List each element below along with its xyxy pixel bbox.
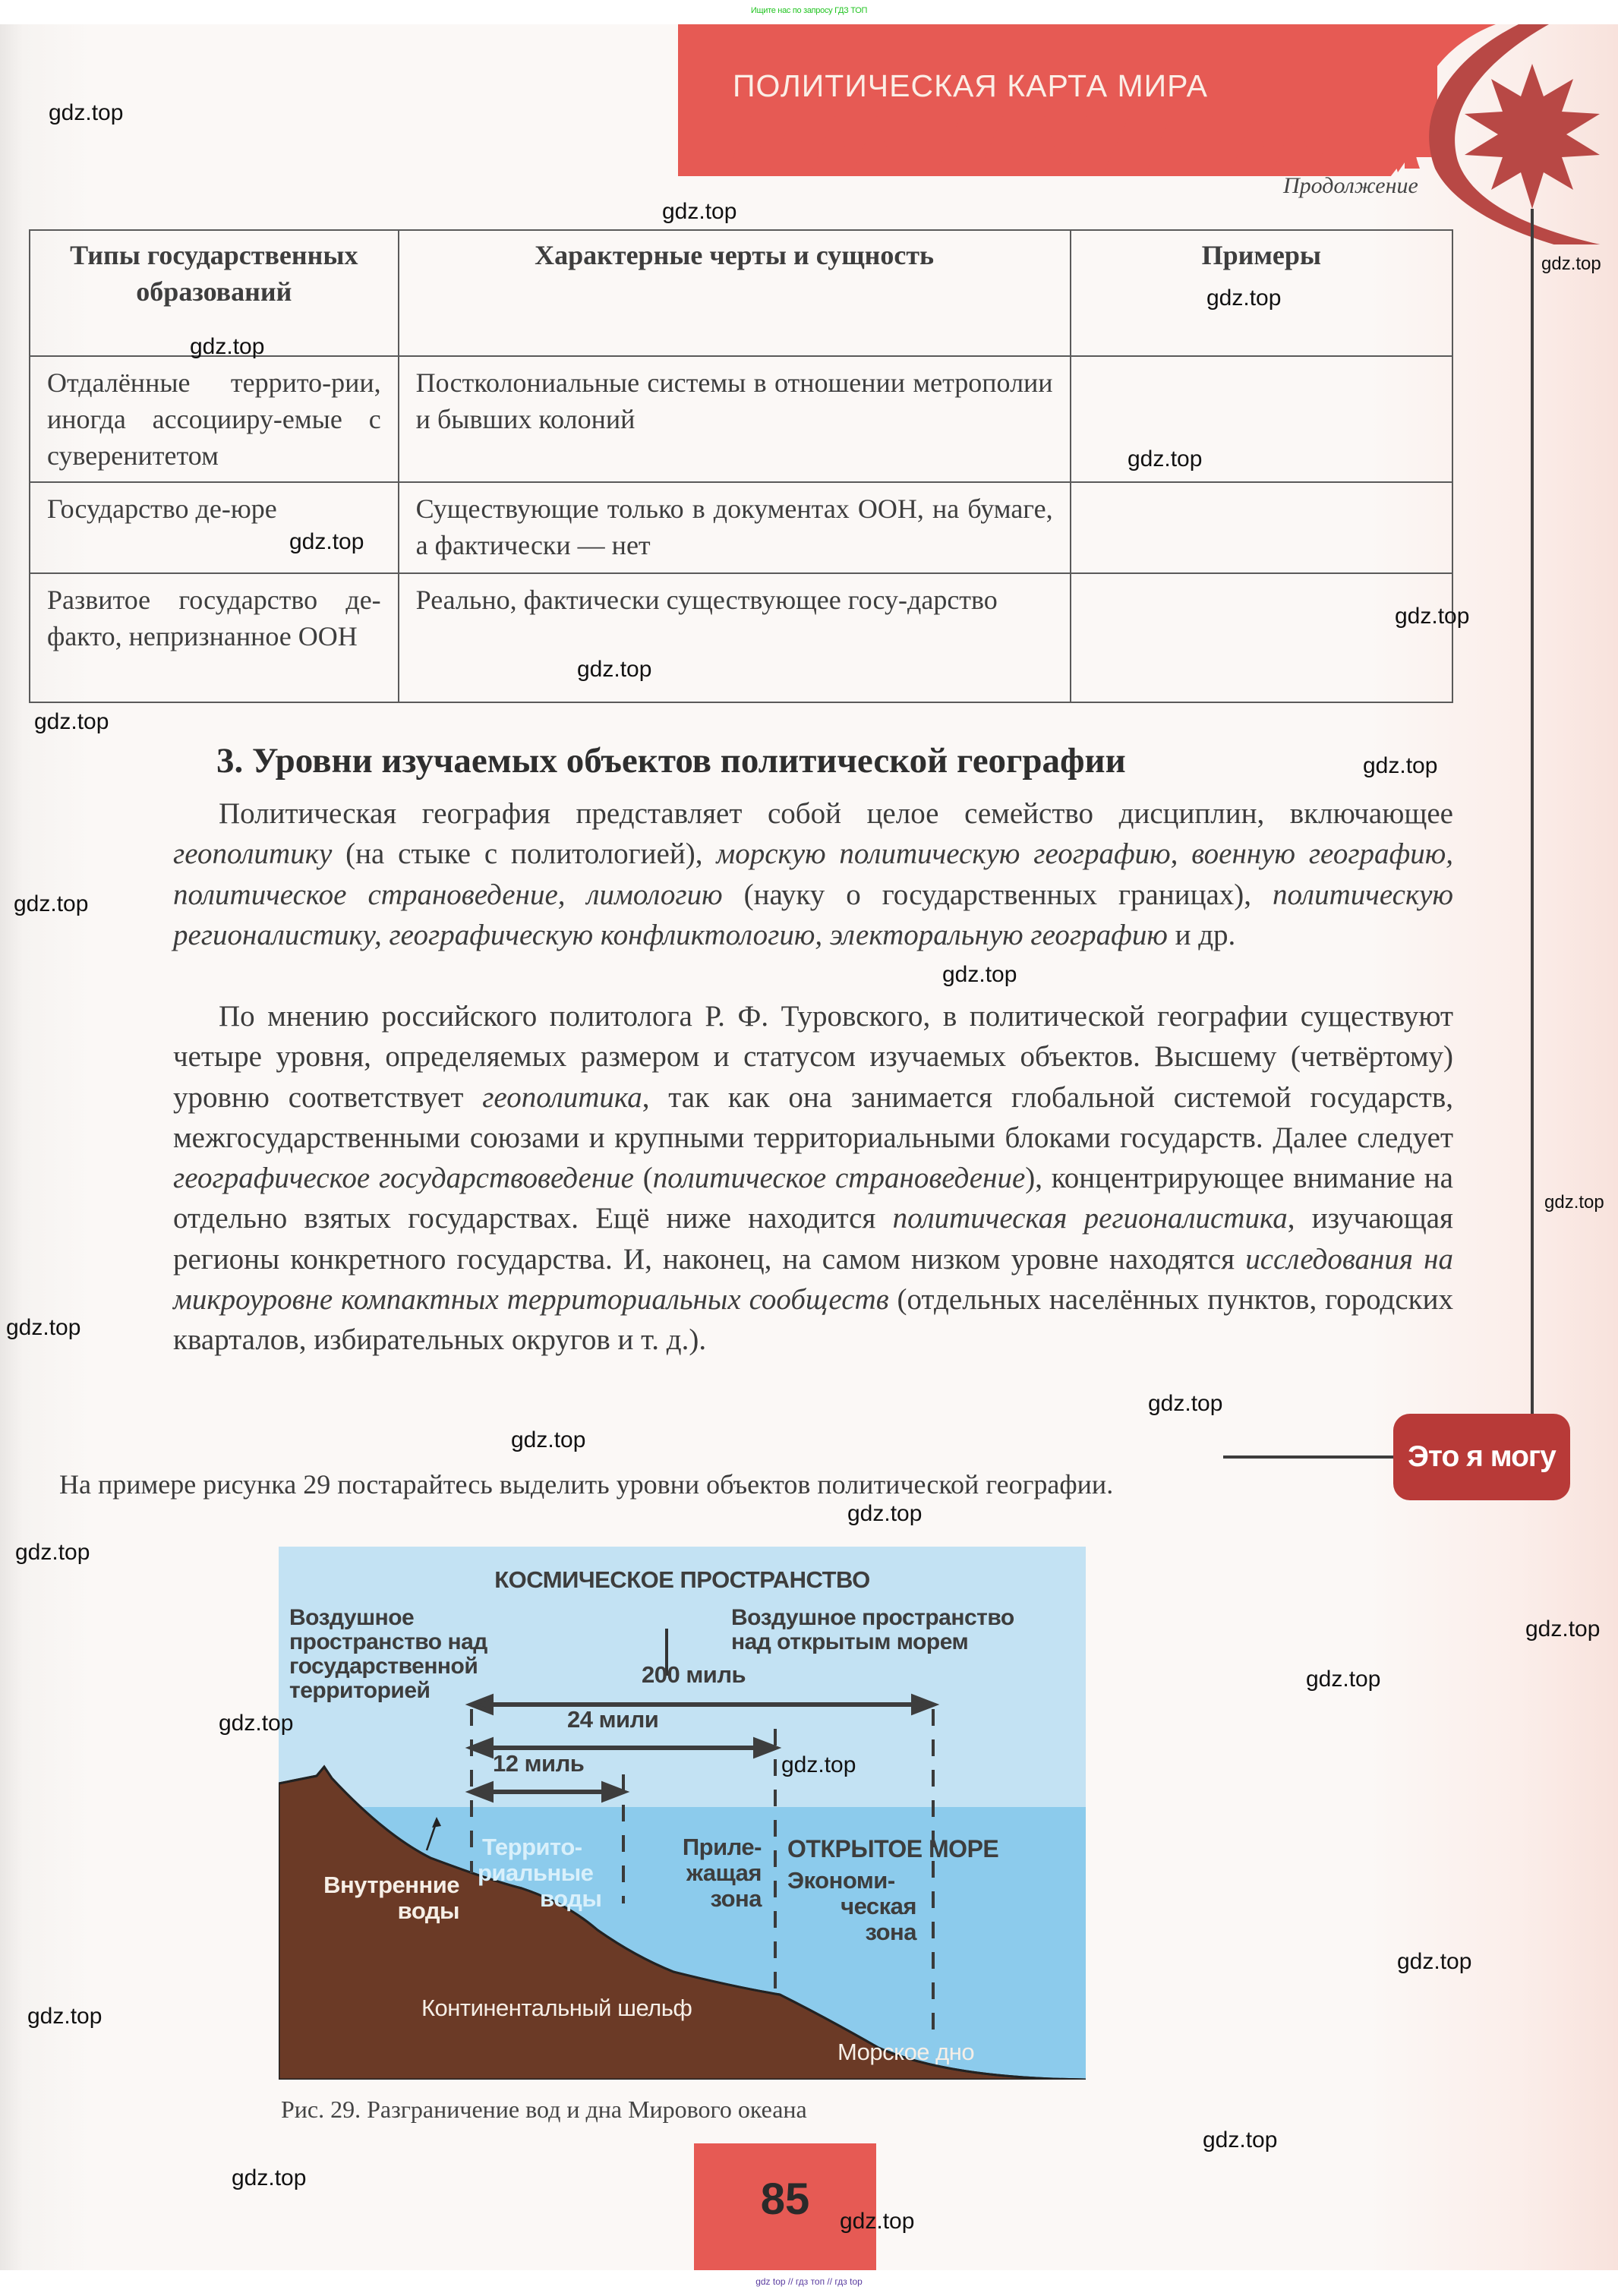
top-banner [0,0,1618,24]
paragraph-levels [173,996,1453,1361]
label-airspace-state-2: пространство над [289,1629,487,1654]
text-run: (отдельных населённых пунктов, городских кварталов, избирательных округов и т. д.). [173,1283,1454,1357]
watermark: gdz.top [14,891,89,916]
label-contiguous-2: жащая [686,1859,762,1886]
text-run: и др. [1167,918,1236,951]
label-24-miles: 24 мили [567,1706,659,1733]
label-outer-space: КОСМИЧЕСКОЕ ПРОСТРАНСТВО [494,1566,870,1593]
paragraph-text [173,793,1453,955]
watermark: gdz.top [34,709,109,734]
cell-type: Государство де-юре [30,482,399,573]
watermark: gdz.top [1525,1616,1601,1642]
watermark: gdz.top [6,1315,81,1340]
task-text: На примере рисунка 29 постарайтесь выделить уровни объектов политической географии. [59,1469,1114,1500]
watermark: gdz.top [1363,753,1438,778]
text-run: ( [633,1162,653,1195]
label-territorial-3: воды [540,1885,602,1912]
chapter-ribbon [678,24,1437,176]
text-run: Политическая география представляет собой целое семейство дисциплин, включающее [219,797,1453,830]
paragraph-disciplines [173,793,1453,955]
watermark: gdz.top [27,2004,103,2029]
italic-term: исследования на микроуровне компактных территориальных сообществ [173,1242,1453,1317]
watermark: gdz.top [781,1752,856,1777]
cell-examples [1071,482,1452,573]
text-run: (на стыке с политологией), [332,837,717,871]
label-12-miles: 12 миль [493,1750,585,1777]
label-contiguous-3: зона [710,1885,762,1912]
table-row [30,482,1452,573]
italic-term: политическую регионалистику, географическую конфликтологию, электоральную географию [173,878,1453,951]
label-internal-waters-1: Внутренние [323,1872,459,1898]
label-200-miles: 200 миль [642,1661,746,1688]
header-types: Типы государственных образований [30,230,399,356]
watermark: gdz.top [1397,1949,1472,1974]
cell-features: Существующие только в документах ООН, на бумаге, а фактически — нет [399,482,1071,573]
cell-features: Реально, фактически существующее госу-дарство [399,573,1071,702]
skill-connector-line [1223,1456,1395,1459]
watermark: gdz.top [190,334,265,359]
watermark: gdz.top [1395,604,1470,629]
label-airspace-state-1: Воздушное [289,1605,415,1630]
star-emblem-icon [1405,24,1618,244]
watermark: gdz.top [1148,1391,1223,1416]
watermark: gdz.top [15,1540,90,1565]
watermark: gdz.top [289,529,364,554]
label-seabed: Морское дно [837,2039,975,2065]
watermark: gdz.top [577,657,652,682]
page-number: 85 [760,2175,810,2224]
watermark: gdz.top [1203,2127,1278,2152]
label-continental-shelf: Континентальный шельф [421,1995,692,2021]
label-airspace-sea-1: Воздушное пространство [731,1605,1014,1630]
watermark: gdz.top [1128,446,1203,472]
label-eez-2: ческая [841,1893,916,1919]
ocean-zones-figure [279,1547,1086,2080]
cell-type: Отдалённые террито-рии, иногда ассоцииру-емые с суверенитетом [30,356,399,482]
watermark: gdz.top [1544,1192,1604,1213]
label-territorial-2: риальные [478,1859,594,1886]
watermark: gdz.top [942,962,1017,987]
watermark: gdz.top [847,1501,923,1526]
watermark: gdz.top [840,2209,915,2234]
watermark: gdz.top [1206,285,1282,311]
header-features: Характерные черты и сущность [399,230,1071,356]
watermark: gdz.top [1541,254,1601,274]
watermark: gdz.top [219,1711,294,1736]
label-airspace-state-3: государственной [289,1654,478,1679]
cell-examples [1071,573,1452,702]
skill-button[interactable]: Это я могу [1393,1414,1570,1500]
watermark: gdz.top [511,1427,586,1452]
watermark: gdz.top [49,100,124,125]
watermark: gdz.top [662,199,737,224]
table-row [30,356,1452,482]
header-examples: Примеры [1071,230,1452,356]
label-contiguous-1: Приле- [682,1834,762,1860]
italic-term: географическое государствоведение [173,1162,634,1195]
chapter-title: ПОЛИТИЧЕСКАЯ КАРТА МИРА [733,68,1209,103]
paragraph-text [173,996,1453,1361]
watermark: gdz.top [232,2165,307,2190]
label-airspace-sea-2: над открытым морем [731,1629,969,1654]
italic-term: морскую политическую географию, военную географию, политическое страноведение, лимологию [173,837,1453,911]
cell-type: Развитое государство де-факто, непризнанное ООН [30,573,399,702]
label-eez-1: Экономи- [787,1867,895,1894]
text-run: , так как она занимается глобальной системой государств, межгосударственными союзами и крупными территориальными блоками государств. Далее следует [173,1080,1453,1154]
section-heading: 3. Уровни изучаемых объектов политической географии [216,741,1126,781]
cell-features: Постколониальные системы в отношении метрополии и бывших колоний [399,356,1071,482]
label-territorial-1: Террито- [482,1834,582,1860]
label-eez-3: зона [865,1919,916,1945]
italic-term: геополитику [173,837,333,871]
label-open-sea: ОТКРЫТОЕ МОРЕ [787,1835,999,1862]
italic-term: политическая регионалистика [892,1202,1288,1235]
top-banner-text: Ищите нас по запросу ГДЗ ТОП [750,6,868,15]
label-internal-waters-2: воды [397,1897,459,1924]
margin-guide-line [1531,209,1534,1416]
text-run: (науку о государственных границах), [722,878,1273,911]
page-number-box [694,2143,876,2270]
text-run: По мнению российского политолога Р. Ф. Туровского, в политической географии существуют четыре уровня, определяемых размером и статусом изучаемых объектов. Высшему (четвёртому) уровню соответствует [173,1000,1453,1114]
continuation-label: Продолжение [1283,173,1418,198]
italic-term: геополитика [482,1080,642,1114]
table-row [30,573,1452,702]
italic-term: политическое страноведение [652,1162,1026,1195]
figure-caption: Рис. 29. Разграничение вод и дна Мирового океана [281,2096,807,2123]
bottom-banner-text: gdz top // гдз топ // гдз top [755,2276,863,2287]
text-run: , изучающая регионы конкретного государства. И, наконец, на самом низком уровне находятся [173,1202,1453,1276]
label-airspace-state-4: территорией [289,1678,431,1703]
bottom-banner [0,2270,1618,2296]
text-run: ), концентрирующее внимание на отдельно взятых государствах. Ещё ниже находится [173,1162,1453,1235]
watermark: gdz.top [1306,1667,1381,1692]
